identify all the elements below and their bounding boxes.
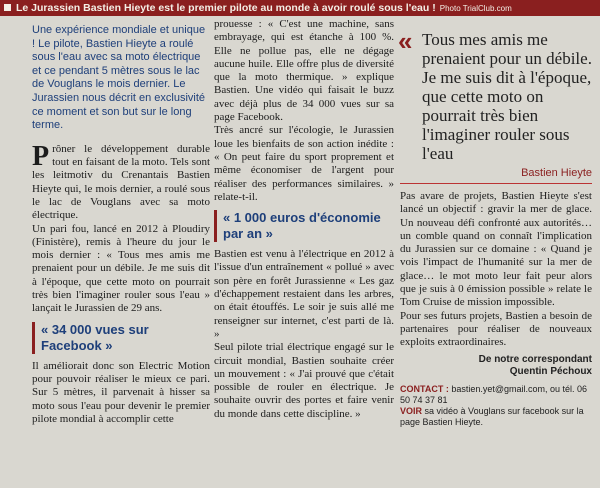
voir-text: sa vidéo à Vouglans sur facebook sur la page Bastien Hieyte. [400, 405, 584, 427]
subheading: « 1 000 euros d'économie par an » [214, 210, 394, 242]
quote-mark-icon: « [398, 26, 413, 56]
pull-quote [398, 26, 592, 184]
photo-credit: Photo TrialClub.com [439, 4, 512, 13]
voir-label: VOIR [400, 405, 423, 416]
article-intro: Une expérience mondiale et unique ! Le pilote, Bastien Hieyte a roulé sous l'eau avec sa moto électrique et ce pendant 5 mètres sous le lac de Vouglans le mois dernier. Le Jurassien nous décrit en exclusivité ce moment et son but sur le long terme. [32, 24, 206, 132]
paragraph-text: rôner le développement durable tout en faisant de la moto. Tels sont les leitmotiv du Crenantais Bastien Hieyte qui, le mois dernier, a roulé sous le lac de Vouglans avec sa moto électrique. [32, 142, 210, 222]
square-bullet-icon [4, 4, 11, 11]
article-column-3 [400, 18, 592, 488]
paragraph: Pas avare de projets, Bastien Hieyte s'est lancé un objectif : gravir la mer de glace. Un nouveau défi confronté aux autorités… un comble quand on connaît l'implication du Jurassien sur ce domaine : « Quand je vois l'impact de l'humanité sur la mer de glace… le mot moto leur fait peur alors que je suis à 0 émission possible » relate le Tom Cruise de mission impossible. [400, 190, 592, 309]
headline-banner [0, 0, 600, 16]
contact-text: bastien.yet@gmail.com, ou tél. 06 50 74 37 81 [400, 383, 588, 405]
byline-role: De notre correspondant [478, 353, 592, 365]
paragraph: Bastien est venu à l'électrique en 2012 à l'issue d'un entraînement « pollué » avec son père en forêt Jurassienne « Les gaz d'échappement restaient dans les arbres, on était étouffés. Le soir je suis allé me renseigner sur internet, c'est parti de là. » [214, 248, 394, 340]
article-column-2 [214, 18, 394, 488]
paragraph: prouesse : « C'est une machine, sans embrayage, qui est étanche à 100 %. Elle ne pollue pas, elle ne dégage aucune huile. Elle offre plus de diversité que la moto thermique. » explique Bastien. Une vidéo qui faisait le buzz avec déjà plus de 34 000 vues sur sa page Facebook. [214, 18, 394, 124]
paragraph: Pour ses futurs projets, Bastien a besoin de partenaires pour réaliser de nouveaux exploits extraordinaires. [400, 309, 592, 349]
article-column-1 [32, 18, 210, 488]
pull-quote-text: Tous mes amis me prenaient pour un débile. Je me suis dit à l'époque, que cette moto on pourrait très bien l'imaginer rouler sous l'eau [422, 30, 592, 163]
subheading: « 34 000 vues sur Facebook » [32, 322, 210, 354]
paragraph [32, 140, 210, 223]
pull-quote-author: Bastien Hieyte [521, 167, 592, 179]
contact-label: CONTACT : [400, 383, 449, 394]
contact-info [400, 384, 592, 428]
paragraph: Très ancré sur l'écologie, le Jurassien loue les bienfaits de son action inédite : « On peut faire du sport proprement et même économiser de l'argent pour réaliser des performances similaires. » relate-t-il. [214, 124, 394, 203]
paragraph: Il améliorait donc son Electric Motion pour pouvoir réaliser le mieux ce pari. Sur 5 mètres, il parvenait à hisser sa moto sous l'eau pour devenir le premier pilote mondial à accomplir cette [32, 359, 210, 425]
byline-name: Quentin Péchoux [509, 365, 592, 377]
byline [400, 354, 592, 378]
drop-cap: P [32, 140, 50, 172]
paragraph: Seul pilote trial électrique engagé sur le circuit mondial, Bastien souhaite créer un mouvement : « J'ai prouvé que c'était possible de rouler en électrique. Je souhaite ouvrir des portes et faire venir du monde dans cette discipline. » [214, 341, 394, 420]
paragraph: Un pari fou, lancé en 2012 à Ploudiry (Finistère), remis à l'heure du jour le mois dernier : « Tous mes amis me prenaient pour un débile. Je me suis dit à l'époque, que cette moto on pourrait très bien l'imaginer rouler sous l'eau » lançait le Jurassien de 29 ans. [32, 222, 210, 315]
headline: Le Jurassien Bastien Hieyte est le premier pilote au monde à avoir roulé sous l'eau ! [16, 2, 436, 14]
